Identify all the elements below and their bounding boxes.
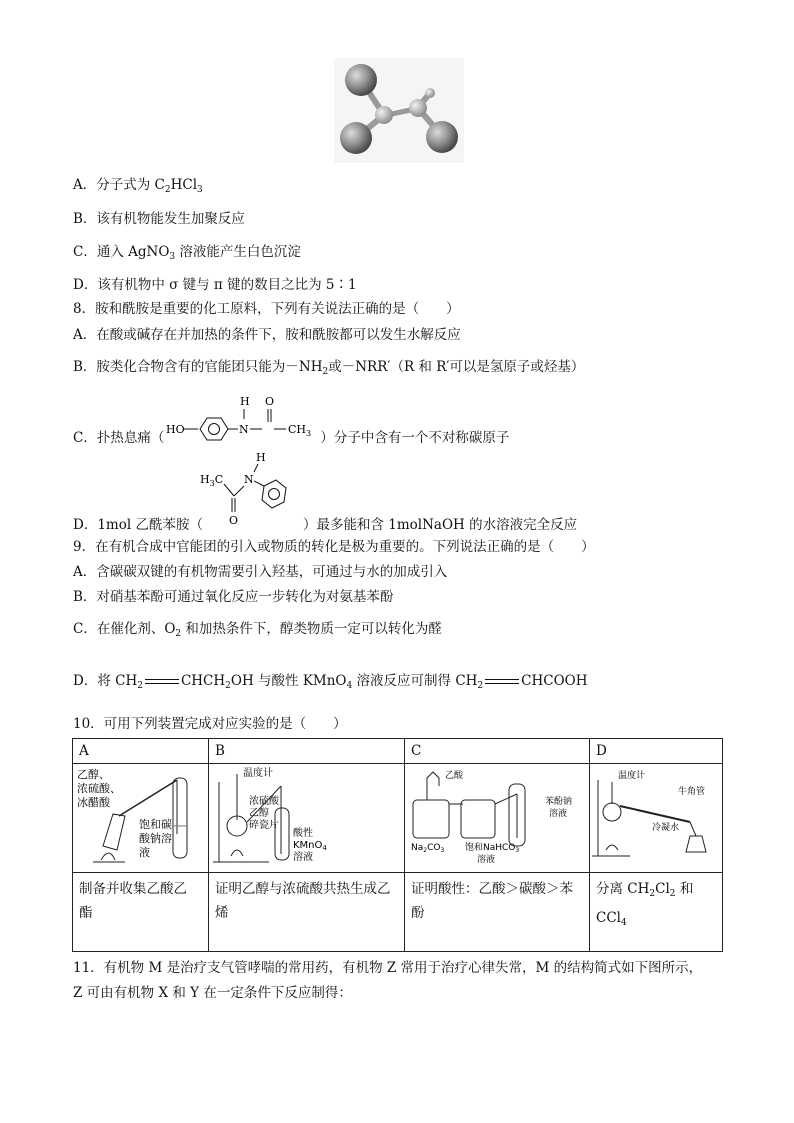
header-a: A bbox=[73, 739, 209, 764]
svg-text:KMnO4: KMnO$_4$ bbox=[293, 840, 327, 852]
molecule-ball-stick-figure bbox=[334, 58, 464, 163]
svg-text:浓硫酸、: 浓硫酸、 bbox=[77, 782, 121, 795]
apparatus-d-cell bbox=[590, 764, 723, 873]
q8-option-a: A．在酸或碱存在并加热的条件下，胺和酰胺都可以发生水解反应 bbox=[73, 327, 461, 343]
double-bond-icon bbox=[485, 678, 519, 686]
svg-text:H: H bbox=[240, 395, 250, 408]
apparatus-d-figure bbox=[590, 764, 721, 868]
svg-text:乙醇、: 乙醇、 bbox=[77, 768, 110, 781]
svg-text:碎瓷片: 碎瓷片 bbox=[249, 820, 279, 831]
svg-text:N: N bbox=[239, 423, 249, 436]
q8-option-d: D．1mol 乙酰苯胺（ ）最多能和含 1molNaOH 的水溶液完全反应 bbox=[73, 517, 578, 533]
svg-text:O: O bbox=[229, 514, 239, 527]
double-bond-icon bbox=[145, 678, 179, 686]
svg-text:牛角管: 牛角管 bbox=[678, 787, 706, 797]
svg-text:温度计: 温度计 bbox=[243, 768, 273, 779]
q9-option-a: A．含碳碳双键的有机物需要引入羟基，可通过与水的加成引入 bbox=[73, 564, 448, 580]
svg-text:H3C: $H_3C$ bbox=[200, 473, 224, 488]
svg-text:Na2CO3: $Na_2CO_3$ bbox=[411, 843, 445, 854]
svg-text:乙醇: 乙醇 bbox=[249, 808, 269, 819]
q9-stem: 9．在有机合成中官能团的引入或物质的转化是极为重要的。下列说法正确的是（ ） bbox=[73, 539, 595, 555]
svg-text:饱和碳: 饱和碳 bbox=[139, 818, 172, 831]
svg-text:饱和NaHCO3: 饱和NaHCO$_3$ bbox=[465, 843, 520, 854]
svg-text:HO: HO bbox=[166, 423, 185, 436]
svg-text:冰醋酸: 冰醋酸 bbox=[77, 796, 110, 809]
svg-text:CH3: $CH_3$ bbox=[288, 423, 312, 438]
apparatus-b-cell bbox=[209, 764, 405, 873]
apparatus-c-figure bbox=[405, 764, 588, 868]
apparatus-b-figure bbox=[209, 764, 403, 868]
q10-stem: 10．可用下列装置完成对应实验的是（ ） bbox=[73, 716, 347, 732]
q8-stem: 8．胺和酰胺是重要的化工原料，下列有关说法正确的是（ ） bbox=[73, 301, 460, 317]
acetanilide-structure bbox=[188, 448, 292, 530]
apparatus-c-cell bbox=[405, 764, 590, 873]
desc-d: 分离 $CH_2Cl_2$ 和 CCl$_4$ bbox=[590, 873, 723, 952]
svg-text:溶液: 溶液 bbox=[477, 855, 496, 865]
q7-option-c: C．通入 AgNO$_3$ 溶液能产生白色沉淀 bbox=[73, 244, 301, 262]
svg-text:苯酚钠: 苯酚钠 bbox=[545, 797, 573, 807]
svg-text:O: O bbox=[265, 395, 275, 408]
paracetamol-structure bbox=[162, 392, 322, 444]
svg-text:溶液: 溶液 bbox=[549, 809, 568, 819]
q9-option-d: D．将 $CH_2$ $CHCH_2OH$ 与酸性 KMnO$_4$ 溶液反应可制得 $CH_2$ CHCOOH bbox=[73, 673, 588, 691]
q7-option-d: D．该有机物中 σ 键与 π 键的数目之比为 5∶1 bbox=[73, 277, 357, 293]
q10-table bbox=[72, 738, 723, 952]
svg-text:浓硫酸: 浓硫酸 bbox=[249, 796, 279, 807]
svg-text:H: H bbox=[256, 451, 266, 464]
desc-a: 制备并收集乙酸乙 酯 bbox=[73, 873, 209, 952]
q9-option-c: C．在催化剂、$O_2$ 和加热条件下，醇类物质一定可以转化为醛 bbox=[73, 621, 442, 639]
apparatus-a-cell bbox=[73, 764, 209, 873]
svg-text:乙酸: 乙酸 bbox=[445, 771, 464, 781]
q11-line-2: Z 可由有机物 X 和 Y 在一定条件下反应制得： bbox=[73, 985, 352, 1001]
q7-option-b: B．该有机物能发生加聚反应 bbox=[73, 211, 245, 227]
apparatus-a-figure bbox=[73, 764, 207, 868]
svg-text:液: 液 bbox=[139, 846, 150, 859]
q9-option-b: B．对硝基苯酚可通过氧化反应一步转化为对氨基苯酚 bbox=[73, 589, 394, 605]
svg-text:冷凝水: 冷凝水 bbox=[652, 823, 680, 833]
q8-option-b: B．胺类化合物含有的官能团只能为$-NH_2$或－NRR′（R 和 R′可以是氢原子或烃基） bbox=[73, 359, 585, 377]
svg-text:溶液: 溶液 bbox=[293, 852, 313, 863]
header-c: C bbox=[405, 739, 590, 764]
q7-option-a: A．分子式为 $C_2HCl_3$ bbox=[73, 177, 203, 195]
q8-option-c: C．扑热息痛（ ）分子中含有一个不对称碳原子 bbox=[73, 430, 510, 446]
svg-text:温度计: 温度计 bbox=[618, 771, 646, 781]
svg-text:酸性: 酸性 bbox=[293, 828, 313, 839]
q11-line-1: 11．有机物 M 是治疗支气管哮喘的常用药，有机物 Z 常用于治疗心律失常，M 的结构简式如下图所示， bbox=[73, 960, 703, 976]
svg-text:N: N bbox=[244, 473, 254, 486]
svg-text:酸钠溶: 酸钠溶 bbox=[139, 832, 172, 845]
header-b: B bbox=[209, 739, 405, 764]
header-d: D bbox=[590, 739, 723, 764]
desc-c: 证明酸性：乙酸＞碳酸＞苯 酚 bbox=[405, 873, 590, 952]
desc-b: 证明乙醇与浓硫酸共热生成乙 烯 bbox=[209, 873, 405, 952]
